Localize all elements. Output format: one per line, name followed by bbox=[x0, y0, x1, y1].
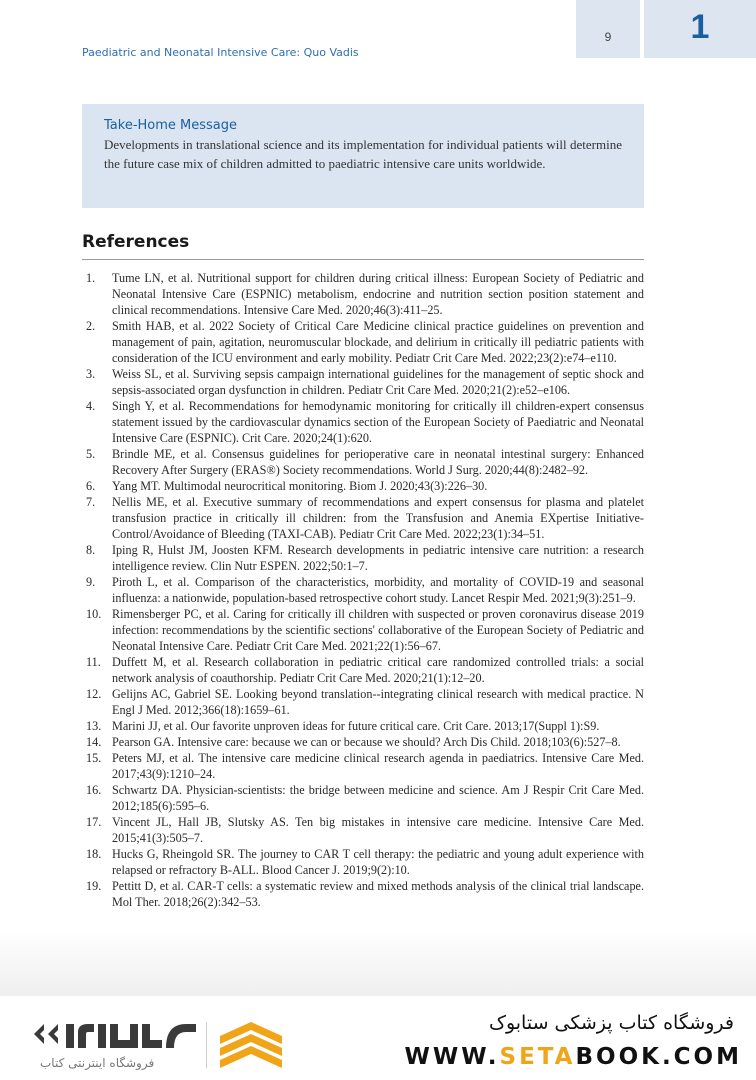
reference-text: Iping R, Hulst JM, Joosten KFM. Research developments in pediatric intensive care nutrition: a research intelligence review. Clin Nutr ESPEN. 2022;50:1–7. bbox=[112, 543, 644, 573]
reference-text: Gelijns AC, Gabriel SE. Looking beyond translation--integrating clinical research with medical practice. N Engl J Med. 2012;366(18):1659–61. bbox=[112, 687, 644, 717]
reference-item bbox=[82, 494, 644, 542]
reference-item bbox=[82, 398, 644, 446]
reference-text: Duffett M, et al. Research collaboration in pediatric critical care randomized controlled trials: a social network analysis of coauthorship. Pediatr Crit Care Med. 2020;21(1):12–20. bbox=[112, 655, 644, 685]
reference-text: Rimensberger PC, et al. Caring for critically ill children with suspected or proven coronavirus disease 2019 infection: recommendations by the scientific sections' collaborative of the European Society of Pediatric and Neonatal Intensive Care. Pediatr Crit Care Med. 2021;22(1):56–67. bbox=[112, 607, 644, 653]
references-divider bbox=[82, 259, 644, 260]
reference-number: 3. bbox=[86, 367, 96, 381]
take-home-box bbox=[82, 104, 644, 208]
running-title: Paediatric and Neonatal Intensive Care: Quo Vadis bbox=[82, 46, 359, 59]
setabook-logo-wordmark bbox=[30, 1012, 202, 1056]
reference-item bbox=[82, 270, 644, 318]
reference-item bbox=[82, 782, 644, 814]
reference-text: Smith HAB, et al. 2022 Society of Critical Care Medicine clinical practice guidelines on prevention and management of pain, agitation, neuromuscular blockade, and delirium in critically ill pediatric patients with consideration of the ICU environment and early mobility. Pediatr Crit Care Med. 2022;23(2):e74–e110. bbox=[112, 319, 644, 365]
reference-number: 9. bbox=[86, 575, 96, 589]
chapter-number: 1 bbox=[690, 8, 710, 46]
reference-item bbox=[82, 654, 644, 686]
logo-subtitle: فروشگاه اینترنتی کتاب bbox=[40, 1056, 155, 1070]
reference-item bbox=[82, 366, 644, 398]
url-suffix: BOOK.COM bbox=[575, 1044, 742, 1070]
reference-item bbox=[82, 478, 644, 494]
store-name: فروشگاه کتاب پزشکی ستابوک bbox=[488, 1012, 734, 1034]
reference-item bbox=[82, 718, 644, 734]
reference-item bbox=[82, 446, 644, 478]
reference-number: 17. bbox=[86, 815, 102, 829]
reference-item bbox=[82, 574, 644, 606]
take-home-text: Developments in translational science and its implementation for individual patients will determine the future case mix of children admitted to paediatric intensive care units worldwide. bbox=[104, 137, 622, 171]
store-url[interactable] bbox=[405, 1044, 742, 1070]
reference-number: 13. bbox=[86, 719, 102, 733]
url-highlight: SETA bbox=[499, 1044, 576, 1070]
reference-number: 14. bbox=[86, 735, 102, 749]
reference-number: 8. bbox=[86, 543, 96, 557]
reference-item bbox=[82, 814, 644, 846]
reference-text: Nellis ME, et al. Executive summary of recommendations and expert consensus for plasma and platelet transfusion practice in critically ill children: from the Transfusion and Anemia EXpertise Initiative-Control/Avoidance of Bleeding (TAXI-CAB). Pediatr Crit Care Med. 2022;23(1):34–51. bbox=[112, 495, 644, 541]
reference-item bbox=[82, 318, 644, 366]
reference-number: 10. bbox=[86, 607, 102, 621]
reference-list bbox=[82, 270, 644, 910]
reference-text: Vincent JL, Hall JB, Slutsky AS. Ten big mistakes in intensive care medicine. Intensive Care Med. 2015;41(3):505–7. bbox=[112, 815, 644, 845]
reference-text: Weiss SL, et al. Surviving sepsis campaign international guidelines for the management of septic shock and sepsis-associated organ dysfunction in children. Pediatr Crit Care Med. 2020;21(2):e52–e106. bbox=[112, 367, 644, 397]
reference-text: Piroth L, et al. Comparison of the characteristics, morbidity, and mortality of COVID-19 and seasonal influenza: a nationwide, population-based retrospective cohort study. Lancet Respir Med. 2021;9(3):251–9. bbox=[112, 575, 644, 605]
reference-number: 7. bbox=[86, 495, 96, 509]
logo-divider bbox=[206, 1022, 207, 1068]
reference-number: 1. bbox=[86, 271, 96, 285]
reference-item bbox=[82, 542, 644, 574]
reference-number: 6. bbox=[86, 479, 96, 493]
page-fade-overlay bbox=[0, 930, 756, 1000]
reference-text: Peters MJ, et al. The intensive care medicine clinical research agenda in paediatrics. Intensive Care Med. 2017;43(9):1210–24. bbox=[112, 751, 644, 781]
page-number-box bbox=[576, 0, 640, 58]
reference-item bbox=[82, 878, 644, 910]
reference-text: Hucks G, Rheingold SR. The journey to CAR T cell therapy: the pediatric and young adult experience with relapsed or refractory B-ALL. Blood Cancer J. 2019;9(2):10. bbox=[112, 847, 644, 877]
reference-number: 12. bbox=[86, 687, 102, 701]
reference-text: Pearson GA. Intensive care: because we can or because we should? Arch Dis Child. 2018;103(6):527–8. bbox=[112, 735, 621, 749]
reference-number: 2. bbox=[86, 319, 96, 333]
page-number: 9 bbox=[604, 30, 612, 44]
reference-text: Marini JJ, et al. Our favorite unproven ideas for future critical care. Crit Care. 2013;17(Suppl 1):S9. bbox=[112, 719, 600, 733]
reference-item bbox=[82, 606, 644, 654]
reference-number: 15. bbox=[86, 751, 102, 765]
reference-number: 11. bbox=[86, 655, 101, 669]
reference-text: Yang MT. Multimodal neurocritical monitoring. Biom J. 2020;43(3):226–30. bbox=[112, 479, 488, 493]
reference-number: 16. bbox=[86, 783, 102, 797]
references-heading: References bbox=[82, 232, 190, 252]
url-prefix: WWW. bbox=[404, 1044, 500, 1070]
take-home-title: Take-Home Message bbox=[104, 118, 238, 133]
reference-text: Schwartz DA. Physician-scientists: the bridge between medicine and science. Am J Respir Crit Care Med. 2012;185(6):595–6. bbox=[112, 783, 644, 813]
reference-item bbox=[82, 734, 644, 750]
reference-text: Pettitt D, et al. CAR-T cells: a systematic review and mixed methods analysis of the clinical trial landscape. Mol Ther. 2018;26(2):342–53. bbox=[112, 879, 644, 909]
reference-item bbox=[82, 750, 644, 782]
reference-number: 4. bbox=[86, 399, 96, 413]
reference-number: 5. bbox=[86, 447, 96, 461]
reference-text: Singh Y, et al. Recommendations for hemodynamic monitoring for critically ill children-expert consensus statement issued by the cardiovascular dynamics section of the European Society of Paediatric and Neonatal Intensive Care (ESPNIC). Crit Care. 2020;24(1):620. bbox=[112, 399, 644, 445]
reference-number: 18. bbox=[86, 847, 102, 861]
reference-item bbox=[82, 686, 644, 718]
reference-number: 19. bbox=[86, 879, 102, 893]
setabook-logo-icon bbox=[214, 1018, 288, 1072]
reference-item bbox=[82, 846, 644, 878]
reference-text: Tume LN, et al. Nutritional support for children during critical illness: European Society of Pediatric and Neonatal Intensive Care (ESPNIC) metabolism, endocrine and nutrition section position statement and clinical recommendations. Intensive Care Med. 2020;46(3):411–25. bbox=[112, 271, 644, 317]
reference-text: Brindle ME, et al. Consensus guidelines for perioperative care in neonatal intestinal surgery: Enhanced Recovery After Surgery (ERAS®) Society recommendations. World J Surg. 2020;44(8):2482–92. bbox=[112, 447, 644, 477]
